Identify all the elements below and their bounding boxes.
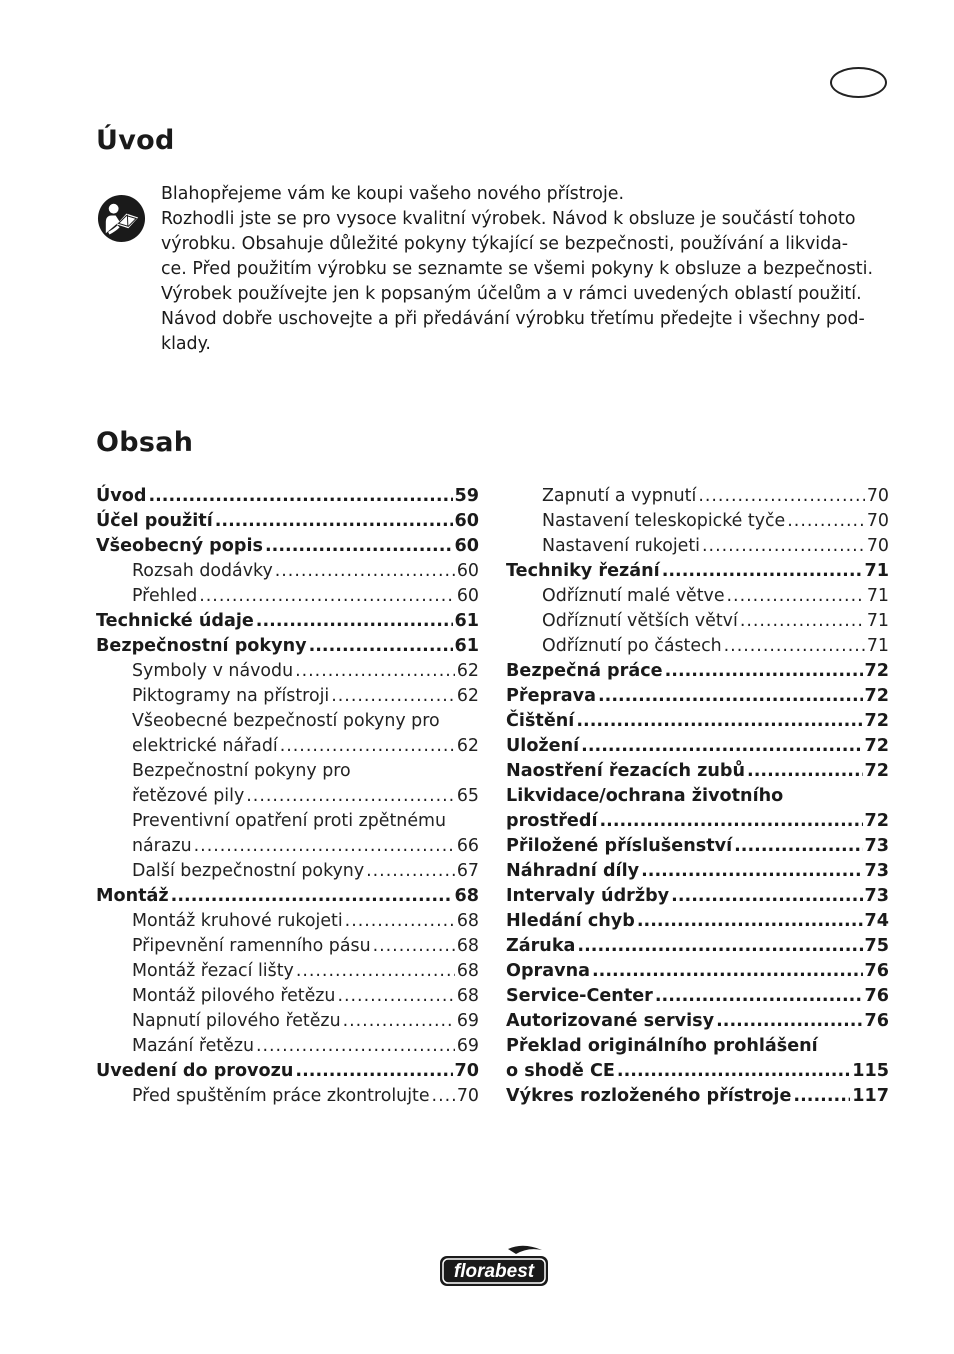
contents-heading: Obsah (96, 427, 194, 458)
toc-entry-label: Přiložené příslušenství (506, 836, 733, 856)
toc-entry-page: 71 (866, 586, 889, 606)
toc-leader-dots (148, 484, 452, 509)
toc-entry-label: Náhradní díly (506, 861, 640, 881)
toc-entry (506, 834, 889, 859)
toc-leader-dots (740, 609, 865, 634)
toc-right-column (506, 484, 889, 1109)
toc-entry-label: Odříznutí po částech (542, 636, 722, 656)
toc-leader-dots (343, 1009, 455, 1034)
toc-entry (506, 759, 889, 784)
toc-entry-page: 68 (454, 886, 479, 906)
toc-leader-dots (331, 684, 455, 709)
toc-entry-label: Piktogramy na přístroji (132, 686, 330, 706)
toc-leader-dots (275, 559, 455, 584)
intro-line: výrobku. Obsahuje důležité pokyny týkající se bezpečnosti, používání a likvida- (161, 234, 849, 254)
toc-entry-page: 72 (864, 711, 889, 731)
toc-entry (96, 659, 479, 684)
toc-entry-label: Montáž pilového řetězu (132, 986, 336, 1006)
toc-entry-page: 68 (456, 986, 479, 1006)
toc-entry (96, 509, 479, 534)
toc-entry-label: Autorizované servisy (506, 1011, 715, 1031)
read-manual-icon (97, 194, 146, 243)
toc-entry (506, 584, 889, 609)
toc-entry (506, 559, 889, 584)
toc-entry-label: Uvedení do provozu (96, 1061, 294, 1081)
toc-entry (506, 1034, 889, 1059)
toc-entry (96, 934, 479, 959)
toc-entry-page: 76 (864, 1011, 889, 1031)
toc-entry-page: 70 (454, 1061, 479, 1081)
toc-entry (96, 484, 479, 509)
toc-entry (96, 584, 479, 609)
toc-entry (96, 1084, 479, 1109)
toc-leader-dots (432, 1084, 455, 1109)
toc-leader-dots (617, 1059, 850, 1084)
toc-entry-label: Montáž (96, 886, 169, 906)
toc-entry-page: 66 (456, 836, 479, 856)
toc-leader-dots (366, 859, 455, 884)
toc-entry (506, 659, 889, 684)
toc-entry (506, 934, 889, 959)
toc-entry-page: 62 (456, 661, 479, 681)
toc-entry-page: 72 (864, 686, 889, 706)
toc-entry-label: o shodě CE (506, 1061, 615, 1081)
language-badge (830, 67, 887, 98)
toc-leader-dots (592, 959, 863, 984)
toc-entry (96, 784, 479, 809)
toc-entry-page: 72 (864, 761, 889, 781)
toc-entry (506, 1009, 889, 1034)
toc-entry-label: Zapnutí a vypnutí (542, 486, 697, 506)
intro-line: Rozhodli jste se pro vysoce kvalitní výrobek. Návod k obsluze je součástí tohoto (161, 209, 856, 229)
toc-leader-dots (793, 1084, 850, 1109)
toc-entry-page: 75 (864, 936, 889, 956)
toc-leader-dots (345, 909, 455, 934)
toc-entry-label: Service-Center (506, 986, 653, 1006)
toc-entry (506, 509, 889, 534)
toc-entry-page: 70 (456, 1086, 479, 1106)
toc-leader-dots (246, 784, 455, 809)
toc-leader-dots (256, 1034, 455, 1059)
toc-entry-label: Technické údaje (96, 611, 254, 631)
toc-entry (506, 984, 889, 1009)
toc-entry-label: Účel použití (96, 511, 213, 531)
toc-leader-dots (598, 684, 863, 709)
toc-entry (506, 859, 889, 884)
toc-leader-dots (641, 859, 862, 884)
toc-entry-label: Před spuštěním práce zkontrolujte (132, 1086, 430, 1106)
toc-entry-page: 72 (864, 661, 889, 681)
toc-entry (506, 734, 889, 759)
logo-text: florabest (453, 1261, 535, 1282)
toc-leader-dots (337, 984, 454, 1009)
toc-entry-label: Záruka (506, 936, 576, 956)
toc-entry-page: 69 (456, 1011, 479, 1031)
toc-leader-dots (280, 734, 455, 759)
toc-entry (96, 859, 479, 884)
toc-leader-dots (671, 884, 862, 909)
toc-entry-label: Techniky řezání (506, 561, 660, 581)
toc-entry (96, 959, 479, 984)
toc-leader-dots (747, 759, 863, 784)
toc-leader-dots (581, 734, 862, 759)
toc-entry-label: Všeobecný popis (96, 536, 263, 556)
toc-entry-label: elektrické nářadí (132, 736, 278, 756)
toc-leader-dots (373, 934, 455, 959)
toc-entry (96, 709, 479, 734)
intro-text (161, 182, 901, 357)
toc-leader-dots (171, 884, 453, 909)
toc-leader-dots (702, 534, 865, 559)
toc-leader-dots (265, 534, 453, 559)
toc-entry-page: 65 (456, 786, 479, 806)
toc-entry (506, 1084, 889, 1109)
toc-left-column (96, 484, 479, 1109)
toc-entry-label: Uložení (506, 736, 580, 756)
toc-entry-page: 60 (456, 586, 479, 606)
toc-entry (506, 634, 889, 659)
toc-entry-page: 60 (454, 511, 479, 531)
toc-leader-dots (295, 1059, 452, 1084)
toc-entry (96, 1034, 479, 1059)
toc-entry (96, 1009, 479, 1034)
toc-leader-dots (199, 584, 455, 609)
toc-entry (96, 834, 479, 859)
toc-entry-label: Překlad originálního prohlášení (506, 1036, 818, 1056)
toc-entry-page: 117 (852, 1086, 889, 1106)
toc-leader-dots (787, 509, 865, 534)
toc-entry-page: 60 (456, 561, 479, 581)
toc-entry (506, 684, 889, 709)
toc-entry (96, 809, 479, 834)
toc-entry (96, 984, 479, 1009)
toc-entry-page: 115 (852, 1061, 889, 1081)
toc-entry-page: 59 (454, 486, 479, 506)
toc-leader-dots (698, 484, 865, 509)
toc-entry-label: Hledání chyb (506, 911, 635, 931)
toc-entry-page: 68 (456, 961, 479, 981)
intro-line: Návod dobře uschovejte a při předávání výrobku třetímu předejte i všechny pod- (161, 309, 865, 329)
toc-entry (96, 634, 479, 659)
toc-entry-label: Odříznutí větších větví (542, 611, 738, 631)
toc-entry-page: 61 (454, 611, 479, 631)
toc-leader-dots (194, 834, 455, 859)
toc-entry-page: 68 (456, 936, 479, 956)
toc-entry (96, 684, 479, 709)
toc-entry-label: Úvod (96, 486, 147, 506)
toc-entry (96, 1059, 479, 1084)
toc-entry-label: řetězové pily (132, 786, 245, 806)
toc-entry-label: Montáž řezací lišty (132, 961, 294, 981)
toc-entry-page: 76 (864, 961, 889, 981)
toc-entry-page: 73 (864, 886, 889, 906)
toc-entry-page: 61 (454, 636, 479, 656)
toc-entry-page: 71 (866, 611, 889, 631)
toc-entry-label: Přehled (132, 586, 198, 606)
toc-entry-label: Všeobecné bezpečností pokyny pro (132, 711, 440, 731)
toc-entry-label: Naostření řezacích zubů (506, 761, 746, 781)
toc-entry-page: 70 (866, 536, 889, 556)
toc-leader-dots (295, 659, 455, 684)
toc-entry-label: Přeprava (506, 686, 596, 706)
toc-leader-dots (576, 709, 862, 734)
toc-entry (506, 709, 889, 734)
toc-leader-dots (256, 609, 453, 634)
toc-entry-label: Bezpečnostní pokyny (96, 636, 307, 656)
toc-entry-label: Mazání řetězu (132, 1036, 254, 1056)
toc-entry-label: Výkres rozloženého přístroje (506, 1086, 792, 1106)
toc-entry-page: 72 (864, 736, 889, 756)
toc-entry-label: Připevnění ramenního pásu (132, 936, 371, 956)
toc-entry (96, 734, 479, 759)
toc-entry (96, 884, 479, 909)
toc-entry (96, 559, 479, 584)
toc-entry-label: Likvidace/ochrana životního (506, 786, 784, 806)
toc-entry (506, 609, 889, 634)
toc-leader-dots (309, 634, 453, 659)
toc-leader-dots (637, 909, 863, 934)
toc-entry-page: 73 (864, 836, 889, 856)
toc-leader-dots (716, 1009, 862, 1034)
toc-entry (506, 534, 889, 559)
toc-entry-label: Čištění (506, 711, 575, 731)
toc-entry-label: Intervaly údržby (506, 886, 670, 906)
toc-entry-label: Nastavení rukojeti (542, 536, 701, 556)
toc-entry-label: Bezpečnostní pokyny pro (132, 761, 351, 781)
toc-entry-page: 72 (864, 811, 889, 831)
toc-leader-dots (215, 509, 453, 534)
toc-leader-dots (727, 584, 865, 609)
toc-entry-label: Bezpečná práce (506, 661, 663, 681)
toc-entry-page: 67 (456, 861, 479, 881)
intro-line: Výrobek používejte jen k popsaným účelům a v rámci uvedených oblastí použití. (161, 284, 862, 304)
toc-entry (96, 909, 479, 934)
toc-entry-label: Odříznutí malé větve (542, 586, 725, 606)
intro-heading: Úvod (96, 125, 175, 156)
toc-entry-label: Symboly v návodu (132, 661, 294, 681)
toc-entry-page: 71 (866, 636, 889, 656)
toc-entry (506, 884, 889, 909)
toc-entry-label: Montáž kruhové rukojeti (132, 911, 343, 931)
toc-entry-label: Rozsah dodávky (132, 561, 273, 581)
toc-entry (506, 959, 889, 984)
toc-entry (506, 484, 889, 509)
toc-entry-page: 68 (456, 911, 479, 931)
toc-entry (506, 909, 889, 934)
toc-entry (506, 1059, 889, 1084)
toc-entry-label: nárazu (132, 836, 192, 856)
toc-entry-page: 62 (456, 686, 479, 706)
toc-entry-page: 70 (866, 511, 889, 531)
florabest-logo (438, 1244, 550, 1288)
toc-entry-label: Preventivní opatření proti zpětnému (132, 811, 446, 831)
toc-entry-page: 69 (456, 1036, 479, 1056)
toc-entry (96, 759, 479, 784)
toc-leader-dots (655, 984, 863, 1009)
toc-entry (506, 809, 889, 834)
toc-entry-page: 71 (864, 561, 889, 581)
toc-leader-dots (734, 834, 862, 859)
toc-entry-label: Nastavení teleskopické tyče (542, 511, 786, 531)
toc-entry-page: 62 (456, 736, 479, 756)
toc-entry-page: 76 (864, 986, 889, 1006)
toc-entry (96, 534, 479, 559)
toc-leader-dots (724, 634, 865, 659)
toc-leader-dots (599, 809, 862, 834)
toc-entry-page: 60 (454, 536, 479, 556)
toc-entry-label: Další bezpečnostní pokyny (132, 861, 365, 881)
toc-leader-dots (577, 934, 862, 959)
toc-entry-label: prostředí (506, 811, 598, 831)
toc-leader-dots (296, 959, 455, 984)
toc-entry-page: 73 (864, 861, 889, 881)
toc-leader-dots (662, 559, 863, 584)
toc-entry-label: Opravna (506, 961, 590, 981)
toc-entry (96, 609, 479, 634)
toc-entry-page: 70 (866, 486, 889, 506)
toc-leader-dots (665, 659, 863, 684)
toc-entry-label: Napnutí pilového řetězu (132, 1011, 341, 1031)
intro-line: klady. (161, 334, 211, 354)
intro-line: Blahopřejeme vám ke koupi vašeho nového přístroje. (161, 184, 624, 204)
intro-line: ce. Před použitím výrobku se seznamte se všemi pokyny k obsluze a bezpečnosti. (161, 259, 873, 279)
toc-entry-page: 74 (864, 911, 889, 931)
toc-entry (506, 784, 889, 809)
